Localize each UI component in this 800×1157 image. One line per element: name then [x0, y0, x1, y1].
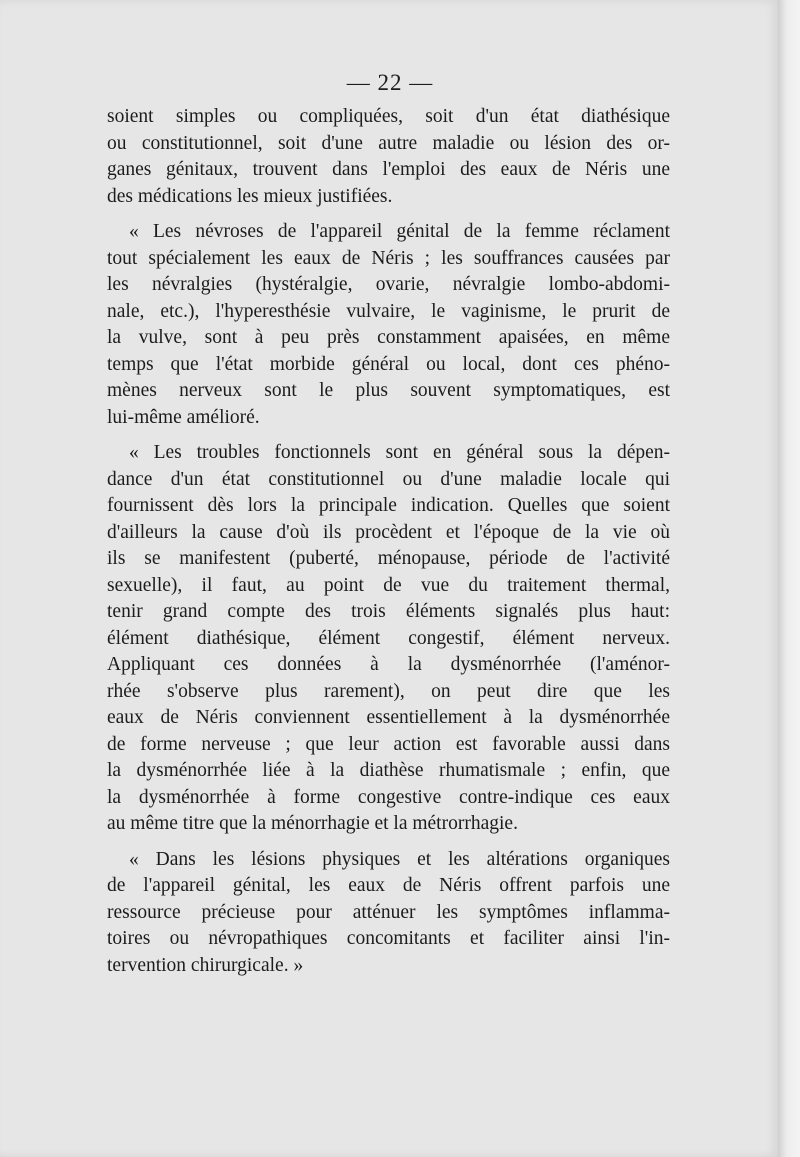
- text-line: temps que l'état morbide général ou local, dont ces phéno-: [107, 353, 670, 375]
- text-line: lui-même amélioré.: [107, 406, 260, 428]
- page-number: — 22 —: [346, 70, 434, 95]
- text-line: « Les névroses de l'appareil génital de la femme réclament: [129, 221, 670, 242]
- text-line: ou constitutionnel, soit d'une autre maladie ou lésion des or-: [107, 132, 670, 154]
- text-line: dance d'un état constitutionnel ou d'une maladie locale qui: [107, 468, 670, 490]
- text-line: ressource précieuse pour atténuer les symptômes inflamma-: [107, 901, 670, 923]
- paragraph: [107, 440, 670, 838]
- body-text: [107, 104, 670, 988]
- text-line: élément diathésique, élément congestif, élément nerveux.: [107, 627, 670, 649]
- text-line: toires ou névropathiques concomitants et faciliter ainsi l'in-: [107, 928, 670, 949]
- text-line: la dysménorrhée à forme congestive contre-indique ces eaux: [107, 786, 670, 808]
- text-line: « Dans les lésions physiques et les altérations organiques: [129, 848, 670, 870]
- text-line: la vulve, sont à peu près constamment apaisées, en même: [107, 327, 670, 348]
- text-line: ils se manifestent (puberté, ménopause, période de l'activité: [107, 548, 670, 569]
- page-edge: [778, 0, 800, 1157]
- text-line: tervention chirurgicale. »: [107, 954, 304, 976]
- text-line: la dysménorrhée liée à la diathèse rhumatismale ; enfin, que: [107, 760, 670, 781]
- paragraph: [107, 847, 670, 980]
- text-line: de l'appareil génital, les eaux de Néris offrent parfois une: [107, 875, 670, 896]
- text-line: de forme nerveuse ; que leur action est favorable aussi dans: [107, 733, 670, 755]
- text-line: des médications les mieux justifiées.: [107, 185, 393, 207]
- text-line: soient simples ou compliquées, soit d'un état diathésique: [107, 106, 670, 127]
- text-line: nale, etc.), l'hyperesthésie vulvaire, le vaginisme, le prurit de: [107, 300, 670, 322]
- text-line: tout spécialement les eaux de Néris ; les souffrances causées par: [107, 247, 670, 269]
- text-line: les névralgies (hystéralgie, ovarie, névralgie lombo-abdomi-: [107, 274, 670, 295]
- text-line: mènes nerveux sont le plus souvent symptomatiques, est: [107, 380, 670, 401]
- paragraph: [107, 104, 670, 210]
- text-line: tenir grand compte des trois éléments signalés plus haut:: [107, 601, 670, 622]
- text-line: ganes génitaux, trouvent dans l'emploi des eaux de Néris une: [107, 159, 670, 180]
- text-line: Appliquant ces données à la dysménorrhée (l'aménor-: [107, 654, 670, 675]
- text-line: rhée s'observe plus rarement), on peut dire que les: [107, 680, 670, 702]
- text-line: « Les troubles fonctionnels sont en général sous la dépen-: [129, 442, 670, 463]
- text-line: d'ailleurs la cause d'où ils procèdent et l'époque de la vie où: [107, 521, 670, 543]
- text-line: sexuelle), il faut, au point de vue du traitement thermal,: [107, 574, 670, 596]
- paragraph: [107, 219, 670, 431]
- text-line: fournissent dès lors la principale indication. Quelles que soient: [107, 495, 670, 516]
- text-line: au même titre que la ménorrhagie et la métrorrhagie.: [107, 813, 518, 834]
- text-line: eaux de Néris conviennent essentiellement à la dysménorrhée: [107, 707, 670, 728]
